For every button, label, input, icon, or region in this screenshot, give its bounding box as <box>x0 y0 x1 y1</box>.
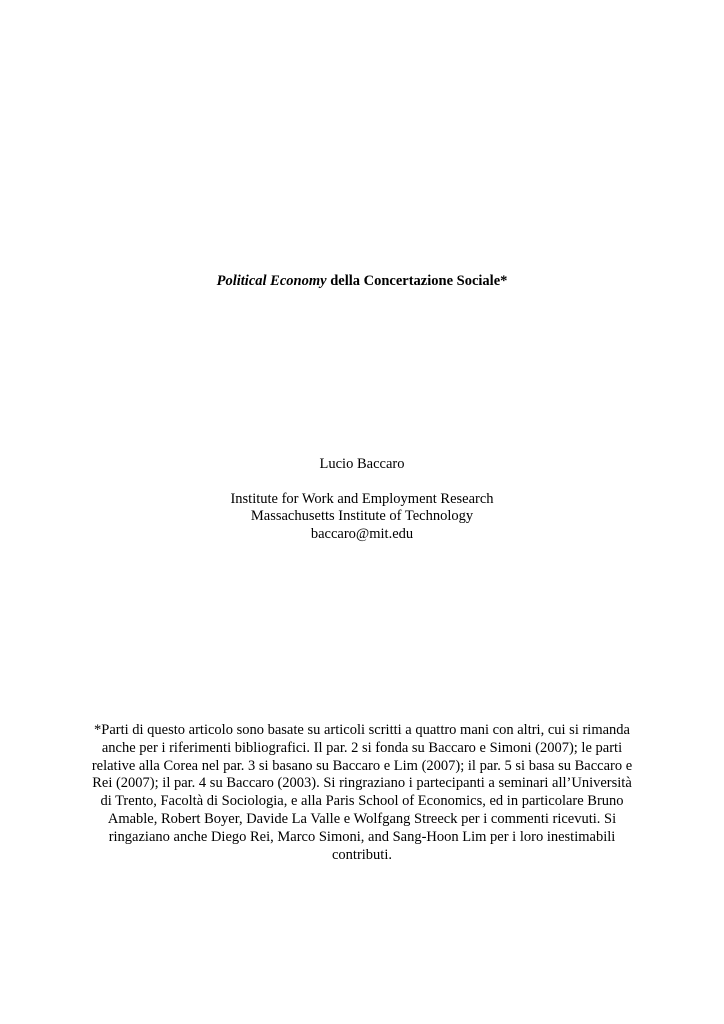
acknowledgement-footnote <box>80 722 644 864</box>
footnote-line: Rei (2007); il par. 4 su Baccaro (2003). Si ringraziano i partecipanti a seminari all’Università <box>92 775 632 792</box>
footnote-line: relative alla Corea nel par. 3 si basano su Baccaro e Lim (2007); il par. 5 si basa su Baccaro e <box>91 757 633 774</box>
author-email: baccaro@mit.edu <box>310 525 414 542</box>
affiliation-institute: Institute for Work and Employment Research <box>230 490 494 507</box>
title-italic-part: Political Economy <box>216 273 327 289</box>
footnote-line: di Trento, Facoltà di Sociologia, e alla Paris School of Economics, ed in particolare Bruno <box>100 793 624 810</box>
document-title <box>0 271 724 291</box>
author-name: Lucio Baccaro <box>319 456 405 472</box>
title-rest: della Concertazione Sociale* <box>326 273 508 289</box>
author-block <box>0 456 724 543</box>
footnote-line: Amable, Robert Boyer, Davide La Valle e Wolfgang Streeck per i commenti ricevuti. Si <box>107 810 617 827</box>
affiliation-university: Massachusetts Institute of Technology <box>250 508 474 524</box>
footnote-line: *Parti di questo articolo sono basate su articoli scritti a quattro mani con altri, cui si rimanda <box>94 722 630 738</box>
footnote-line: ringaziano anche Diego Rei, Marco Simoni, and Sang-Hoon Lim per i loro inestimabili <box>108 828 616 845</box>
footnote-line: anche per i riferimenti bibliografici. Il par. 2 si fonda su Baccaro e Simoni (2007); le parti <box>101 739 623 756</box>
footnote-line: contributi. <box>331 846 392 863</box>
